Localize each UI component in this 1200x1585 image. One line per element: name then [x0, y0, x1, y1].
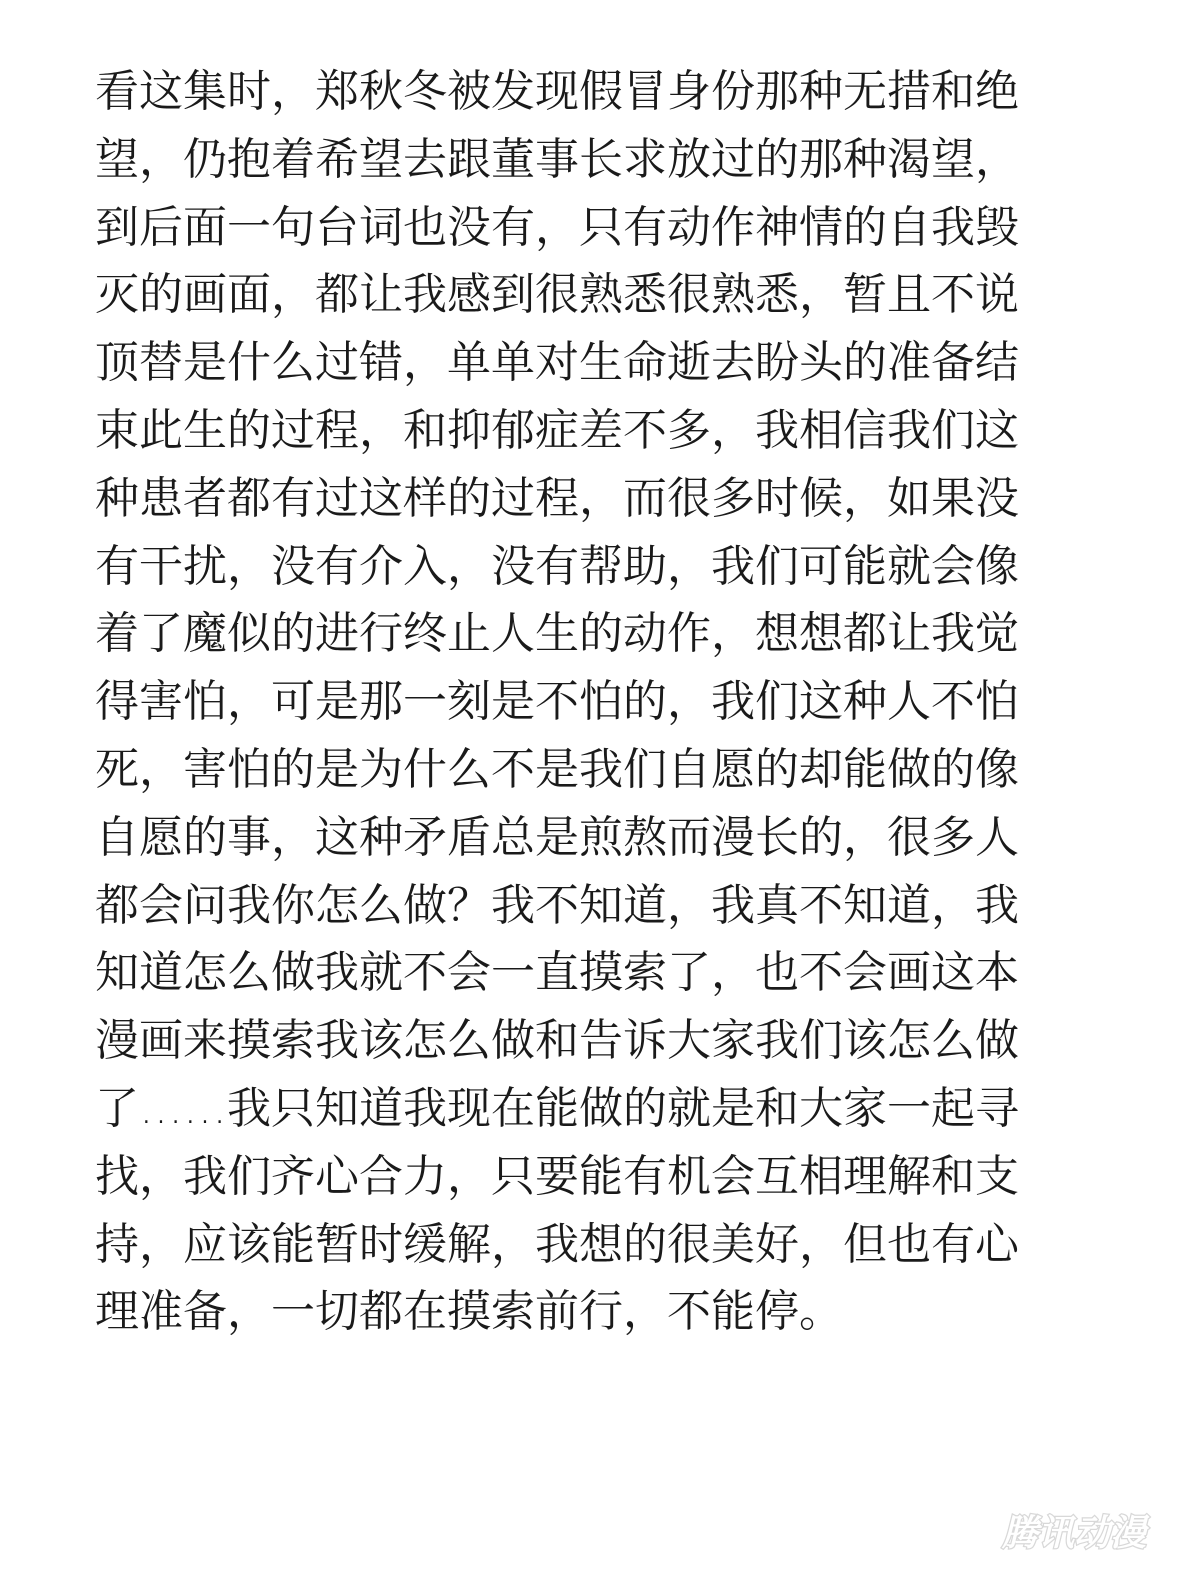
text-line: 得害怕，可是那一刻是不怕的，我们这种人不怕 [95, 676, 1019, 728]
text-line: 持，应该能暂时缓解，我想的很美好，但也有心 [95, 1218, 1019, 1270]
watermark-logo [984, 1507, 1164, 1559]
text-line: 找，我们齐心合力，只要能有机会互相理解和支 [95, 1150, 1019, 1202]
text-line: 种患者都有过这样的过程，而很多时候，如果没 [95, 472, 1019, 524]
text-line: 看这集时，郑秋冬被发现假冒身份那种无措和绝 [95, 66, 1019, 117]
text-line: 了……我只知道我现在能做的就是和大家一起寻 [95, 1082, 1019, 1134]
text-line: 望，仍抱着希望去跟董事长求放过的那种渴望， [95, 133, 1019, 185]
text-line: 知道怎么做我就不会一直摸索了，也不会画这本 [95, 947, 1019, 999]
text-block [95, 58, 1105, 1346]
text-line: 灭的画面，都让我感到很熟悉很熟悉，暂且不说 [95, 269, 1019, 321]
text-line: 着了魔似的进行终止人生的动作，想想都让我觉 [95, 608, 1019, 660]
text-line: 都会问我你怎么做？我不知道，我真不知道，我 [95, 879, 1019, 931]
text-line: 束此生的过程，和抑郁症差不多，我相信我们这 [95, 404, 1019, 456]
watermark-logo-graphic [984, 1507, 1164, 1559]
text-line: 自愿的事，这种矛盾总是煎熬而漫长的，很多人 [95, 811, 1019, 863]
text-line: 理准备，一切都在摸索前行，不能停。 [95, 1286, 843, 1338]
text-line: 死，害怕的是为什么不是我们自愿的却能做的像 [95, 743, 1019, 795]
text-line: 顶替是什么过错，单单对生命逝去盼头的准备结 [95, 337, 1019, 389]
text-line: 漫画来摸索我该怎么做和告诉大家我们该怎么做 [95, 1015, 1019, 1067]
watermark-text: 腾讯动漫 [1001, 1513, 1147, 1554]
text-line: 到后面一句台词也没有，只有动作神情的自我毁 [95, 201, 1019, 253]
text-line: 有干扰，没有介入，没有帮助，我们可能就会像 [95, 540, 1019, 592]
